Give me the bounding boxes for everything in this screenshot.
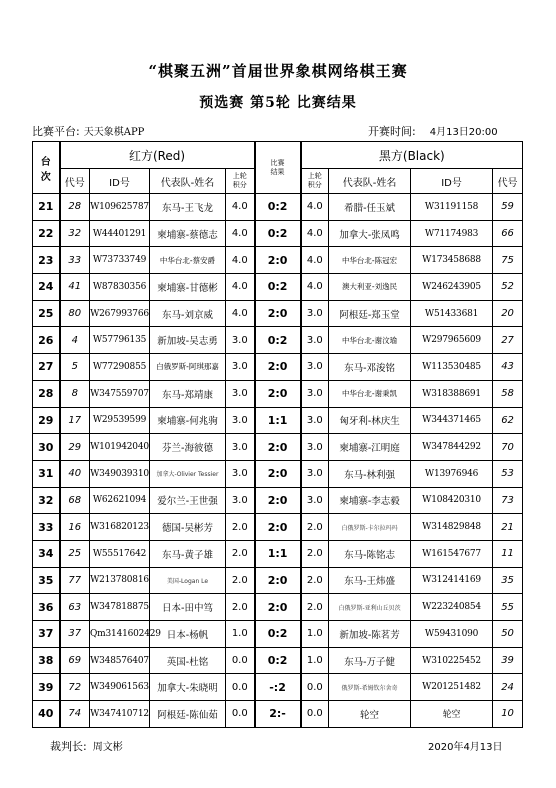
black-code: 55: [493, 594, 523, 621]
black-id: W314829848: [411, 514, 493, 541]
match-result: 1:1: [255, 407, 301, 434]
black-team-name: 轮空: [329, 701, 411, 728]
black-id: W113530485: [411, 354, 493, 381]
red-team-name: 东马-黄子雄: [150, 540, 226, 567]
red-team-name: 阿根廷-陈仙茹: [150, 701, 226, 728]
red-team-name: 加拿大-朱晓明: [150, 674, 226, 701]
table-number: 30: [33, 434, 60, 461]
black-code: 10: [493, 701, 523, 728]
red-code: 69: [60, 647, 90, 674]
red-team-name: 柬埔寨-何兆驹: [150, 407, 226, 434]
red-code: 32: [60, 220, 90, 247]
table-row: [33, 300, 523, 327]
black-team-name: 东马-陈铭志: [329, 540, 411, 567]
black-id: W173458688: [411, 247, 493, 274]
table-row: [33, 594, 523, 621]
table-number: 33: [33, 514, 60, 541]
table-number: 36: [33, 594, 60, 621]
black-team-name: 柬埔寨-江明庭: [329, 434, 411, 461]
red-id: W87830356: [90, 274, 150, 301]
red-code: 25: [60, 540, 90, 567]
black-prev-score: 2.0: [301, 514, 329, 541]
red-id: W77290855: [90, 354, 150, 381]
table-row: [33, 647, 523, 674]
black-id: W246243905: [411, 274, 493, 301]
red-id: W348576407: [90, 647, 150, 674]
red-id: W29539599: [90, 407, 150, 434]
red-id: W62621094: [90, 487, 150, 514]
table-row: [33, 460, 523, 487]
header-red-id: ID号: [90, 169, 150, 194]
red-team-name: 新加坡-吴志勇: [150, 327, 226, 354]
black-team-name: 俄罗斯-希姆钦尔舍奇: [329, 674, 411, 701]
black-prev-score: 3.0: [301, 327, 329, 354]
table-number: 39: [33, 674, 60, 701]
black-id: W312414169: [411, 567, 493, 594]
platform-value: 天天象棋APP: [83, 127, 145, 138]
header-red-code: 代号: [60, 169, 90, 194]
header-black-side: 黑方(Black): [301, 142, 523, 169]
red-code: 33: [60, 247, 90, 274]
table-number: 31: [33, 460, 60, 487]
black-code: 21: [493, 514, 523, 541]
red-code: 40: [60, 460, 90, 487]
red-prev-score: 1.0: [226, 621, 255, 648]
black-id: W13976946: [411, 460, 493, 487]
red-team-name: 日本-田中笃: [150, 594, 226, 621]
table-row: [33, 247, 523, 274]
red-id: Qm3141602429: [90, 621, 150, 648]
red-team-name: 爱尔兰-王世强: [150, 487, 226, 514]
match-result: 2:0: [255, 487, 301, 514]
red-id: W44401291: [90, 220, 150, 247]
table-row: [33, 674, 523, 701]
black-code: 50: [493, 621, 523, 648]
black-team-name: 东马-王炜盛: [329, 567, 411, 594]
red-code: 72: [60, 674, 90, 701]
black-prev-score: 2.0: [301, 540, 329, 567]
black-team-name: 白俄罗斯-卡尔拉玛玛: [329, 514, 411, 541]
black-prev-score: 3.0: [301, 407, 329, 434]
match-result: 2:0: [255, 354, 301, 381]
black-team-name: 阿根廷-郑玉堂: [329, 300, 411, 327]
red-id: W267993766: [90, 300, 150, 327]
black-prev-score: 3.0: [301, 300, 329, 327]
table-number: 21: [33, 194, 60, 221]
red-prev-score: 2.0: [226, 540, 255, 567]
table-number: 34: [33, 540, 60, 567]
start-time-info: [368, 123, 498, 139]
red-id: W316820123: [90, 514, 150, 541]
match-result: 2:0: [255, 594, 301, 621]
red-team-name: 加拿大-Olivier Tessier: [150, 460, 226, 487]
red-team-name: 英国-杜铭: [150, 647, 226, 674]
black-code: 43: [493, 354, 523, 381]
red-prev-score: 2.0: [226, 567, 255, 594]
match-result: 0:2: [255, 220, 301, 247]
red-code: 80: [60, 300, 90, 327]
referee-info: [50, 738, 123, 754]
black-prev-score: 1.0: [301, 621, 329, 648]
black-code: 59: [493, 194, 523, 221]
black-id: W318388691: [411, 380, 493, 407]
red-id: W57796135: [90, 327, 150, 354]
match-result: 2:0: [255, 460, 301, 487]
table-row: [33, 274, 523, 301]
black-code: 70: [493, 434, 523, 461]
match-result: 0:2: [255, 647, 301, 674]
black-team-name: 白俄罗斯-亚利山丘贝茨: [329, 594, 411, 621]
page-subtitle: 预选赛 第5轮 比赛结果: [199, 95, 357, 111]
black-id: W161547677: [411, 540, 493, 567]
black-team-name: 加拿大-张凤鸣: [329, 220, 411, 247]
table-number: 26: [33, 327, 60, 354]
red-id: W347559707: [90, 380, 150, 407]
black-code: 75: [493, 247, 523, 274]
red-prev-score: 4.0: [226, 247, 255, 274]
black-team-name: 澳大利亚-刘逸民: [329, 274, 411, 301]
black-code: 53: [493, 460, 523, 487]
red-prev-score: 3.0: [226, 327, 255, 354]
black-prev-score: 3.0: [301, 460, 329, 487]
black-team-name: 中华台北-陈冠宏: [329, 247, 411, 274]
red-prev-score: 0.0: [226, 674, 255, 701]
match-result: 2:0: [255, 567, 301, 594]
black-prev-score: 3.0: [301, 354, 329, 381]
red-id: W73733749: [90, 247, 150, 274]
table-row: [33, 487, 523, 514]
red-team-name: 白俄罗斯-阿琪那嘉: [150, 354, 226, 381]
black-prev-score: 4.0: [301, 194, 329, 221]
table-number: 23: [33, 247, 60, 274]
black-team-name: 中华台北-谢秉凯: [329, 380, 411, 407]
red-prev-score: 2.0: [226, 594, 255, 621]
table-row: [33, 540, 523, 567]
match-result: 0:2: [255, 621, 301, 648]
start-time-label: 开赛时间:: [368, 125, 416, 138]
table-row: [33, 621, 523, 648]
black-team-name: 新加坡-陈茗芳: [329, 621, 411, 648]
header-red-prev-score: 上轮积分: [226, 169, 255, 194]
black-team-name: 东马-邓浚铭: [329, 354, 411, 381]
black-prev-score: 1.0: [301, 647, 329, 674]
red-prev-score: 4.0: [226, 220, 255, 247]
black-id: W297965609: [411, 327, 493, 354]
red-code: 5: [60, 354, 90, 381]
red-id: W347818875: [90, 594, 150, 621]
red-id: W55517642: [90, 540, 150, 567]
table-row: [33, 701, 523, 728]
red-team-name: 东马-王飞龙: [150, 194, 226, 221]
table-number: 38: [33, 647, 60, 674]
black-team-name: 希腊-任玉斌: [329, 194, 411, 221]
black-team-name: 东马-林利强: [329, 460, 411, 487]
red-prev-score: 3.0: [226, 460, 255, 487]
red-team-name: 柬埔寨-蔡德志: [150, 220, 226, 247]
red-team-name: 德国-吴彬芳: [150, 514, 226, 541]
black-code: 73: [493, 487, 523, 514]
black-prev-score: 4.0: [301, 247, 329, 274]
black-code: 20: [493, 300, 523, 327]
match-result: 0:2: [255, 327, 301, 354]
platform-label: 比赛平台:: [32, 125, 80, 138]
red-code: 8: [60, 380, 90, 407]
match-result: 2:0: [255, 380, 301, 407]
black-id: W347844292: [411, 434, 493, 461]
table-number: 27: [33, 354, 60, 381]
black-team-name: 东马-万子健: [329, 647, 411, 674]
red-team-name: 东马-郑靖康: [150, 380, 226, 407]
match-result: 2:0: [255, 247, 301, 274]
header-red-side: 红方(Red): [60, 142, 255, 169]
table-number: 22: [33, 220, 60, 247]
black-prev-score: 3.0: [301, 487, 329, 514]
black-id: W31191158: [411, 194, 493, 221]
red-code: 29: [60, 434, 90, 461]
red-code: 17: [60, 407, 90, 434]
red-id: W349061563: [90, 674, 150, 701]
black-id: 轮空: [411, 701, 493, 728]
red-team-name: 美国-Logan Le: [150, 567, 226, 594]
red-team-name: 东马-刘京威: [150, 300, 226, 327]
black-code: 24: [493, 674, 523, 701]
red-prev-score: 3.0: [226, 434, 255, 461]
red-team-name: 中华台北-蔡安爵: [150, 247, 226, 274]
red-prev-score: 0.0: [226, 701, 255, 728]
black-id: W71174983: [411, 220, 493, 247]
platform-info: [32, 123, 144, 139]
red-prev-score: 4.0: [226, 300, 255, 327]
table-row: [33, 327, 523, 354]
match-result: 2:0: [255, 514, 301, 541]
black-id: W344371465: [411, 407, 493, 434]
red-prev-score: 4.0: [226, 274, 255, 301]
black-code: 52: [493, 274, 523, 301]
red-code: 74: [60, 701, 90, 728]
match-result: -:2: [255, 674, 301, 701]
black-code: 66: [493, 220, 523, 247]
red-prev-score: 2.0: [226, 514, 255, 541]
black-prev-score: 4.0: [301, 274, 329, 301]
red-id: W109625787: [90, 194, 150, 221]
black-prev-score: 4.0: [301, 220, 329, 247]
red-prev-score: 0.0: [226, 647, 255, 674]
match-result: 0:2: [255, 194, 301, 221]
red-id: W101942040: [90, 434, 150, 461]
table-row: [33, 514, 523, 541]
black-prev-score: 0.0: [301, 674, 329, 701]
table-number: 35: [33, 567, 60, 594]
red-code: 37: [60, 621, 90, 648]
black-team-name: 中华台北-谢汶瑜: [329, 327, 411, 354]
red-code: 16: [60, 514, 90, 541]
header-result: 比赛结果: [255, 142, 301, 194]
black-id: W51433681: [411, 300, 493, 327]
table-number: 25: [33, 300, 60, 327]
red-code: 77: [60, 567, 90, 594]
header-black-team: 代表队-姓名: [329, 169, 411, 194]
table-row: [33, 567, 523, 594]
black-id: W59431090: [411, 621, 493, 648]
table-number: 29: [33, 407, 60, 434]
table-row: [33, 354, 523, 381]
black-id: W310225452: [411, 647, 493, 674]
black-code: 39: [493, 647, 523, 674]
black-prev-score: 2.0: [301, 594, 329, 621]
start-time-value: 4月13日20:00: [429, 127, 498, 138]
black-code: 62: [493, 407, 523, 434]
referee-name: 周文彬: [92, 742, 123, 753]
black-code: 35: [493, 567, 523, 594]
red-team-name: 芬兰-海彼德: [150, 434, 226, 461]
results-table: [32, 141, 523, 728]
red-code: 4: [60, 327, 90, 354]
table-row: [33, 407, 523, 434]
table-number: 37: [33, 621, 60, 648]
match-result: 2:-: [255, 701, 301, 728]
black-id: W223240854: [411, 594, 493, 621]
black-prev-score: 2.0: [301, 567, 329, 594]
table-row: [33, 380, 523, 407]
match-result: 1:1: [255, 540, 301, 567]
black-code: 27: [493, 327, 523, 354]
header-black-prev-score: 上轮积分: [301, 169, 329, 194]
match-result: 2:0: [255, 434, 301, 461]
red-team-name: 日本-杨帆: [150, 621, 226, 648]
match-result: 0:2: [255, 274, 301, 301]
table-number: 24: [33, 274, 60, 301]
table-row: [33, 194, 523, 221]
red-prev-score: 3.0: [226, 487, 255, 514]
report-date: 2020年4月13日: [428, 742, 503, 753]
red-prev-score: 3.0: [226, 354, 255, 381]
black-prev-score: 3.0: [301, 434, 329, 461]
match-result: 2:0: [255, 300, 301, 327]
black-prev-score: 0.0: [301, 701, 329, 728]
black-team-name: 柬埔寨-李志毅: [329, 487, 411, 514]
header-table-no: 台次: [33, 142, 60, 194]
black-code: 11: [493, 540, 523, 567]
red-code: 28: [60, 194, 90, 221]
header-black-id: ID号: [411, 169, 493, 194]
black-code: 58: [493, 380, 523, 407]
black-id: W201251482: [411, 674, 493, 701]
referee-label: 裁判长:: [50, 740, 87, 753]
red-code: 41: [60, 274, 90, 301]
page-title: “棋聚五洲”首届世界象棋网络棋王赛: [148, 62, 408, 80]
table-row: [33, 220, 523, 247]
table-number: 32: [33, 487, 60, 514]
black-id: W108420310: [411, 487, 493, 514]
black-prev-score: 3.0: [301, 380, 329, 407]
header-black-code: 代号: [493, 169, 523, 194]
black-team-name: 匈牙利-林庆生: [329, 407, 411, 434]
red-id: W347410712: [90, 701, 150, 728]
table-number: 28: [33, 380, 60, 407]
red-id: W349039310: [90, 460, 150, 487]
red-prev-score: 3.0: [226, 380, 255, 407]
red-prev-score: 3.0: [226, 407, 255, 434]
red-code: 68: [60, 487, 90, 514]
red-prev-score: 4.0: [226, 194, 255, 221]
red-team-name: 柬埔寨-甘德彬: [150, 274, 226, 301]
header-red-team: 代表队-姓名: [150, 169, 226, 194]
table-number: 40: [33, 701, 60, 728]
table-row: [33, 434, 523, 461]
red-code: 63: [60, 594, 90, 621]
red-id: W213780816: [90, 567, 150, 594]
